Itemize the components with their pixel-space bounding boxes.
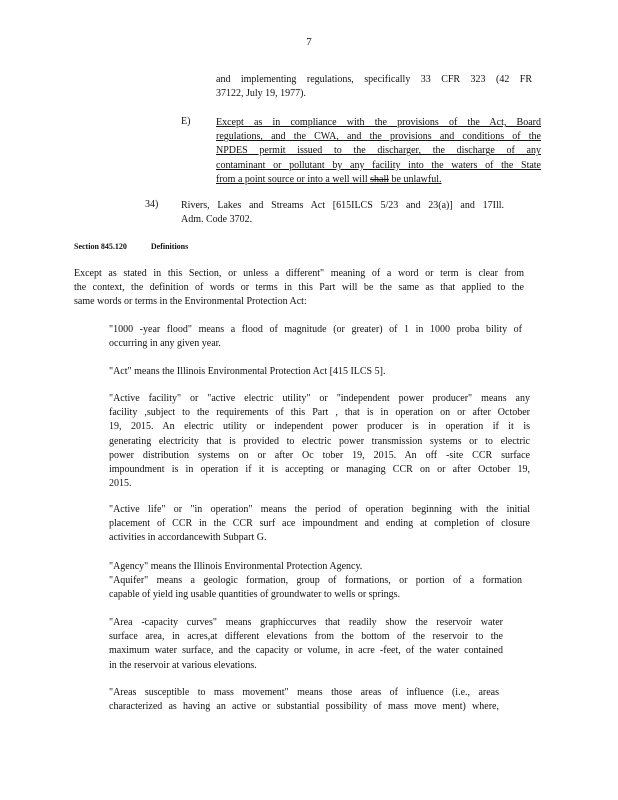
definition-line: impoundment is in operation if it is accepting or managing CCR on or after October 19, [109,464,530,476]
item-34-line: Adm. Code 3702. [181,214,253,226]
item-e-line: NPDES permit issued to the discharger, the discharge of any [216,145,541,157]
item-d-line: and implementing regulations, specifically 33 CFR 323 (42 FR [216,74,532,85]
definition-line: occurring in any given year. [109,338,221,350]
definition-line: 2015. [109,478,132,490]
definition-line: "Active facility" or "active electric utility" or "independent power producer" means any [109,393,530,404]
definition-agency: "Agency" means the Illinois Environmental Protection Agency. [109,561,363,572]
page-number: 7 [306,36,312,48]
definition-area-capacity-curves [109,616,503,673]
section-number: Section 845.120 [74,242,127,251]
item-e-line: regulations, and the CWA, and the provisions and conditions of the [216,131,541,143]
definition-agency-aquifer [109,560,522,603]
definition-line: "Area -capacity curves" means graphiccurves that readily show the reservoir water [109,617,503,628]
definition-line: "Areas susceptible to mass movement" means those areas of influence (i.e., areas [109,687,499,698]
definition-line: "Act" means the Illinois Environmental Protection Act [415 ILCS 5]. [109,366,386,377]
item-e-line5-end: be unlawful. [391,173,442,185]
definition-line: placement of CCR in the CCR surf ace impoundment and ending at completion of closure [109,518,530,530]
definition-act [109,365,522,379]
definition-line: activities in accordancewith Subpart G. [109,532,267,544]
definition-mass-movement [109,686,499,714]
intro-line: same words or terms in the Environmental Protection Act: [74,296,307,308]
section-heading [74,242,212,251]
item-d-continuation [216,73,532,101]
definition-line: generating electricity that is provided to electric power transmission systems or to electric [109,435,530,447]
definition-line: "1000 -year flood" means a flood of magnitude (or greater) of 1 in 1000 proba bility of [109,324,522,335]
item-e-line: Except as in compliance with the provisions of the Act, Board [216,117,541,128]
item-e-line: contaminant or pollutant by any facility into the waters of the State [216,159,541,171]
item-34-label: 34) [145,199,159,210]
deleted-shall: shall [370,173,390,185]
definition-line: 19, 2015. An electric utility or independent power producer is in operation if it is [109,421,530,433]
item-e-label: E) [181,116,191,127]
definition-line: characterized as having an active or substantial possibility of mass move ment) where, [109,701,499,713]
definition-1000-year-flood [109,323,522,351]
definition-aquifer-line: "Aquifer" means a geologic formation, group of formations, or portion of a formation [109,575,522,587]
item-e-text [216,116,541,187]
definition-active-life [109,503,530,546]
intro-paragraph [74,267,524,310]
definition-aquifer-line: capable of yield ing usable quantities of groundwater to wells or springs. [109,589,401,601]
item-34-line: Rivers, Lakes and Streams Act [615ILCS 5/23 and 23(a)] and 17Ill. [181,200,504,211]
item-e-line-5 [216,173,541,187]
intro-line: the context, the definition of words or terms in this Part will be the same as that applied to the [74,282,524,294]
definition-active-facility [109,392,530,491]
definition-line: facility ,subject to the requirements of this Part , that is in operation on or after October [109,407,530,419]
item-34-text [181,199,504,227]
definition-line: surface area, in acres,at different elevations from the bottom of the reservoir to the [109,631,503,643]
definition-line: in the reservoir at various elevations. [109,659,257,671]
definition-line: power distribution systems on or after Oc tober 19, 2015. An off -site CCR surface [109,449,530,461]
item-d-line: 37122, July 19, 1977). [216,88,306,100]
inserted-will: will [352,173,368,185]
definition-line: "Active life" or "in operation" means the period of operation beginning with the initial [109,504,530,515]
definition-line: maximum water surface, and the capacity or volume, in acre -feet, of the water contained [109,645,503,657]
intro-line: Except as stated in this Section, or unless a different" meaning of a word or term is clear from [74,268,524,279]
section-title: Definitions [150,242,189,251]
item-e-line5-start: from a point source or into a well [216,173,350,185]
